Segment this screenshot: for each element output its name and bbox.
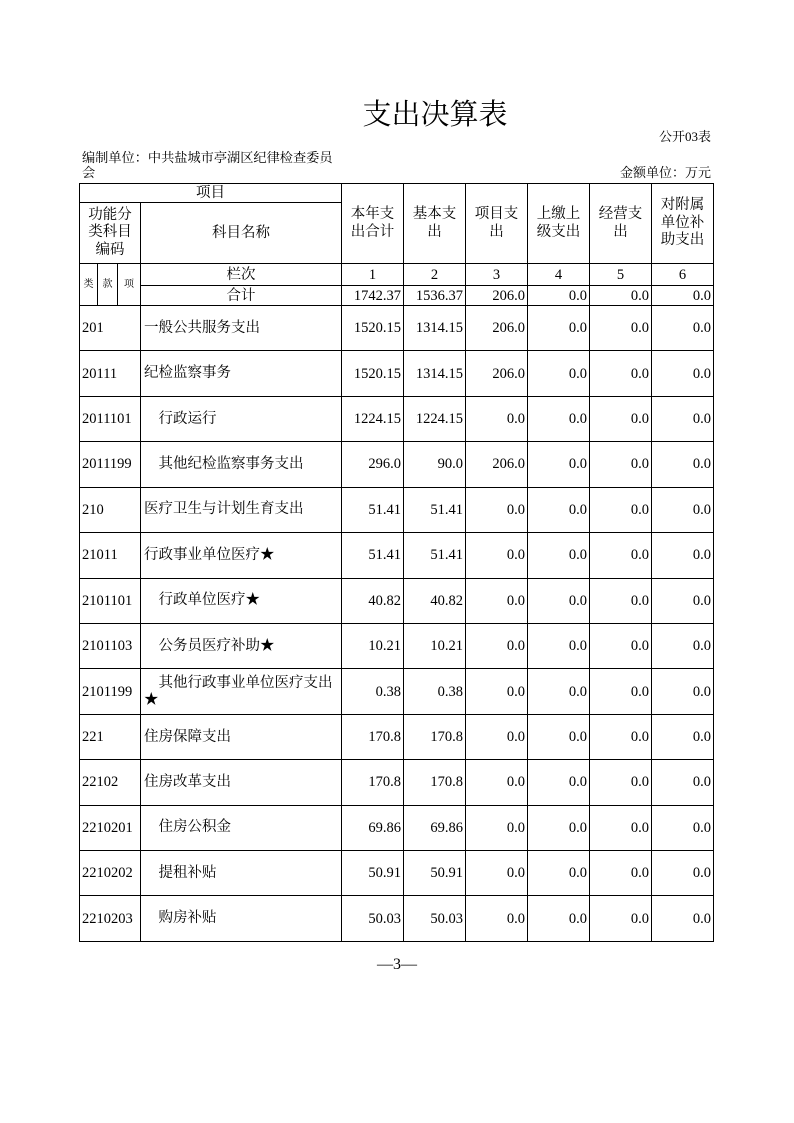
table-row: [80, 487, 714, 532]
column-number-row: [80, 264, 714, 286]
row-basic-expenditure: 170.8: [404, 760, 466, 805]
row-subject-code: 201: [80, 306, 141, 351]
row-project-expenditure: 0.0: [466, 533, 528, 578]
row-operating-expenditure: 0.0: [590, 487, 652, 532]
row-total-expenditure: 10.21: [342, 623, 404, 668]
row-subject-code: 20111: [80, 351, 141, 396]
row-subject-code: 221: [80, 714, 141, 759]
row-total-expenditure: 51.41: [342, 533, 404, 578]
row-basic-expenditure: 51.41: [404, 533, 466, 578]
column-number: 6: [652, 264, 714, 286]
header-level-section: 款: [98, 264, 118, 306]
row-operating-expenditure: 0.0: [590, 351, 652, 396]
header-subsidy-affiliates-label: 对附属单位补助支出: [660, 197, 705, 249]
expenditure-table: [79, 183, 714, 942]
row-operating-expenditure: 0.0: [590, 623, 652, 668]
row-total-expenditure: 50.03: [342, 896, 404, 941]
row-subject-code: 2210201: [80, 805, 141, 850]
row-subsidy-affiliates: 0.0: [652, 533, 714, 578]
row-remit-superior: 0.0: [528, 760, 590, 805]
table-row: [80, 805, 714, 850]
header-level-class: 类: [80, 264, 98, 306]
header-subsidy-affiliates: [652, 184, 714, 264]
amount-unit: 金额单位：万元: [619, 165, 711, 180]
row-subject-code: 2011101: [80, 396, 141, 441]
row-project-expenditure: 0.0: [466, 578, 528, 623]
table-row: [80, 623, 714, 668]
row-project-expenditure: 0.0: [466, 623, 528, 668]
header-row: [80, 184, 714, 203]
row-basic-expenditure: 10.21: [404, 623, 466, 668]
row-project-expenditure: 0.0: [466, 805, 528, 850]
row-project-expenditure: 0.0: [466, 851, 528, 896]
row-remit-superior: 0.0: [528, 896, 590, 941]
header-operating-expenditure: [590, 184, 652, 264]
table-row: [80, 442, 714, 487]
row-subsidy-affiliates: 0.0: [652, 851, 714, 896]
row-subject-name: 住房改革支出: [141, 760, 342, 805]
row-remit-superior: 0.0: [528, 714, 590, 759]
row-subsidy-affiliates: 0.0: [652, 805, 714, 850]
row-basic-expenditure: 51.41: [404, 487, 466, 532]
total-value: 0.0: [652, 286, 714, 306]
header-remit-superior: [528, 184, 590, 264]
row-basic-expenditure: 0.38: [404, 669, 466, 714]
row-subject-name: 行政运行: [141, 396, 342, 441]
header-function-code: [80, 203, 141, 264]
row-total-expenditure: 1520.15: [342, 306, 404, 351]
total-label: 合计: [141, 286, 342, 306]
row-subject-name: 行政单位医疗★: [141, 578, 342, 623]
row-operating-expenditure: 0.0: [590, 714, 652, 759]
row-remit-superior: 0.0: [528, 442, 590, 487]
total-row: [80, 286, 714, 306]
column-number: 3: [466, 264, 528, 286]
row-subsidy-affiliates: 0.0: [652, 442, 714, 487]
row-basic-expenditure: 90.0: [404, 442, 466, 487]
row-remit-superior: 0.0: [528, 851, 590, 896]
header-operating-expenditure-label: 经营支出: [598, 206, 643, 240]
row-subject-name: 其他行政事业单位医疗支出★: [141, 669, 342, 714]
row-project-expenditure: 206.0: [466, 442, 528, 487]
header-basic-expenditure: [404, 184, 466, 264]
row-subject-code: 2101101: [80, 578, 141, 623]
row-subject-name: 纪检监察事务: [141, 351, 342, 396]
table-row: [80, 669, 714, 714]
row-subsidy-affiliates: 0.0: [652, 396, 714, 441]
row-operating-expenditure: 0.0: [590, 896, 652, 941]
row-subject-name: 购房补贴: [141, 896, 342, 941]
row-operating-expenditure: 0.0: [590, 533, 652, 578]
table-row: [80, 396, 714, 441]
header-total-expenditure-label: 本年支出合计: [350, 206, 395, 240]
column-number: 2: [404, 264, 466, 286]
row-subsidy-affiliates: 0.0: [652, 578, 714, 623]
header-project-expenditure-label: 项目支出: [474, 206, 519, 240]
row-subsidy-affiliates: 0.0: [652, 306, 714, 351]
row-remit-superior: 0.0: [528, 623, 590, 668]
row-basic-expenditure: 1224.15: [404, 396, 466, 441]
row-subsidy-affiliates: 0.0: [652, 487, 714, 532]
row-subsidy-affiliates: 0.0: [652, 714, 714, 759]
row-subsidy-affiliates: 0.0: [652, 351, 714, 396]
row-total-expenditure: 1520.15: [342, 351, 404, 396]
row-total-expenditure: 40.82: [342, 578, 404, 623]
row-total-expenditure: 50.91: [342, 851, 404, 896]
row-project-expenditure: 206.0: [466, 351, 528, 396]
row-subject-name: 提租补贴: [141, 851, 342, 896]
table-row: [80, 760, 714, 805]
row-subsidy-affiliates: 0.0: [652, 896, 714, 941]
table-row: [80, 896, 714, 941]
row-project-expenditure: 0.0: [466, 487, 528, 532]
total-value: 0.0: [590, 286, 652, 306]
row-total-expenditure: 170.8: [342, 760, 404, 805]
column-number: 1: [342, 264, 404, 286]
header-subject-name: 科目名称: [141, 203, 342, 264]
row-project-expenditure: 0.0: [466, 714, 528, 759]
row-project-expenditure: 0.0: [466, 396, 528, 441]
row-project-expenditure: 0.0: [466, 896, 528, 941]
row-total-expenditure: 1224.15: [342, 396, 404, 441]
row-subject-name: 住房保障支出: [141, 714, 342, 759]
row-subject-name: 一般公共服务支出: [141, 306, 342, 351]
row-basic-expenditure: 50.91: [404, 851, 466, 896]
column-number: 4: [528, 264, 590, 286]
row-basic-expenditure: 1314.15: [404, 351, 466, 396]
table-row: [80, 578, 714, 623]
table-row: [80, 351, 714, 396]
row-total-expenditure: 170.8: [342, 714, 404, 759]
row-operating-expenditure: 0.0: [590, 669, 652, 714]
row-operating-expenditure: 0.0: [590, 306, 652, 351]
row-subject-code: 2011199: [80, 442, 141, 487]
row-subject-name: 行政事业单位医疗★: [141, 533, 342, 578]
header-item: 项目: [80, 184, 342, 203]
table-row: [80, 714, 714, 759]
table-row: [80, 306, 714, 351]
row-total-expenditure: 0.38: [342, 669, 404, 714]
row-subsidy-affiliates: 0.0: [652, 760, 714, 805]
row-project-expenditure: 0.0: [466, 760, 528, 805]
row-operating-expenditure: 0.0: [590, 442, 652, 487]
total-value: 206.0: [466, 286, 528, 306]
row-subsidy-affiliates: 0.0: [652, 669, 714, 714]
total-value: 1742.37: [342, 286, 404, 306]
document-title: 支出决算表: [362, 99, 508, 131]
row-total-expenditure: 69.86: [342, 805, 404, 850]
row-subject-name: 医疗卫生与计划生育支出: [141, 487, 342, 532]
page-number: —3—: [377, 956, 417, 973]
table-row: [80, 533, 714, 578]
row-operating-expenditure: 0.0: [590, 851, 652, 896]
row-subject-code: 2210202: [80, 851, 141, 896]
row-subject-name: 公务员医疗补助★: [141, 623, 342, 668]
total-value: 0.0: [528, 286, 590, 306]
header-project-expenditure: [466, 184, 528, 264]
row-remit-superior: 0.0: [528, 805, 590, 850]
form-number: 公开03表: [658, 129, 711, 144]
row-subject-code: 21011: [80, 533, 141, 578]
column-number: 5: [590, 264, 652, 286]
row-basic-expenditure: 50.03: [404, 896, 466, 941]
row-remit-superior: 0.0: [528, 351, 590, 396]
header-basic-expenditure-label: 基本支出: [412, 206, 457, 240]
row-remit-superior: 0.0: [528, 306, 590, 351]
row-operating-expenditure: 0.0: [590, 396, 652, 441]
row-basic-expenditure: 170.8: [404, 714, 466, 759]
header-function-code-label: 功能分类科目编码: [88, 206, 132, 258]
table-body: [80, 306, 714, 942]
row-total-expenditure: 51.41: [342, 487, 404, 532]
row-basic-expenditure: 40.82: [404, 578, 466, 623]
column-number-label: 栏次: [141, 264, 342, 286]
total-value: 1536.37: [404, 286, 466, 306]
row-basic-expenditure: 1314.15: [404, 306, 466, 351]
row-subject-name: 其他纪检监察事务支出: [141, 442, 342, 487]
row-subject-code: 2210203: [80, 896, 141, 941]
row-subsidy-affiliates: 0.0: [652, 623, 714, 668]
row-project-expenditure: 0.0: [466, 669, 528, 714]
row-total-expenditure: 296.0: [342, 442, 404, 487]
row-operating-expenditure: 0.0: [590, 578, 652, 623]
row-subject-code: 210: [80, 487, 141, 532]
compiling-unit: 编制单位：中共盐城市亭湖区纪律检查委员会: [82, 150, 333, 180]
row-remit-superior: 0.0: [528, 669, 590, 714]
row-subject-name: 住房公积金: [141, 805, 342, 850]
row-remit-superior: 0.0: [528, 487, 590, 532]
row-remit-superior: 0.0: [528, 578, 590, 623]
row-remit-superior: 0.0: [528, 533, 590, 578]
row-subject-code: 2101103: [80, 623, 141, 668]
header-level-item: 项: [118, 264, 141, 306]
row-subject-code: 2101199: [80, 669, 141, 714]
row-project-expenditure: 206.0: [466, 306, 528, 351]
row-subject-code: 22102: [80, 760, 141, 805]
row-operating-expenditure: 0.0: [590, 805, 652, 850]
header-total-expenditure: [342, 184, 404, 264]
table-row: [80, 851, 714, 896]
row-remit-superior: 0.0: [528, 396, 590, 441]
row-basic-expenditure: 69.86: [404, 805, 466, 850]
row-operating-expenditure: 0.0: [590, 760, 652, 805]
header-remit-superior-label: 上缴上级支出: [536, 206, 581, 240]
